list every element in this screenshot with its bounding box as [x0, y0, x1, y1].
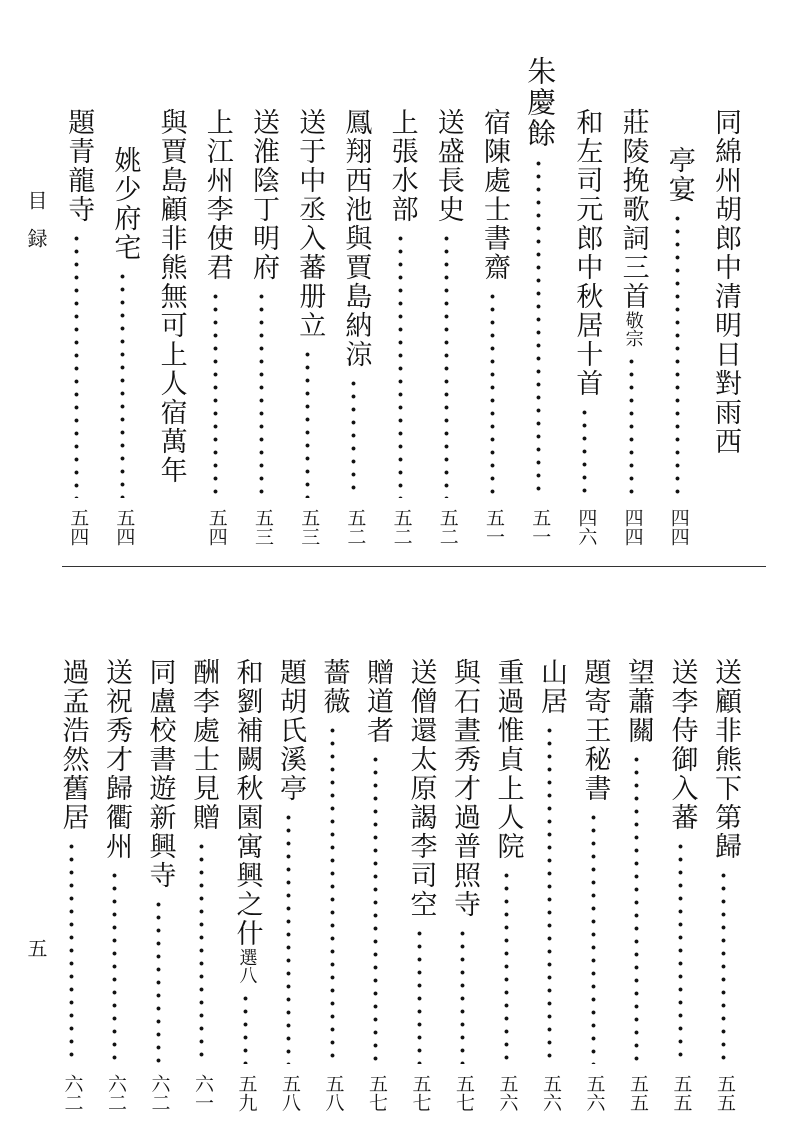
- toc-entry[interactable]: [273, 572, 307, 1129]
- toc-entry-title: 亭宴: [663, 146, 695, 204]
- toc-entry-title: 姚少府宅: [109, 146, 141, 262]
- toc-entry-note: 選八: [236, 948, 258, 984]
- toc-entry[interactable]: [534, 572, 568, 1129]
- toc-entry-title: 送顧非熊下第歸: [710, 658, 741, 861]
- toc-entry-title: 過孟浩然舊居: [57, 658, 89, 832]
- toc-entry-title: 題寄王秘書: [579, 658, 611, 803]
- toc-page-number: 五八: [279, 1074, 301, 1112]
- toc-entry[interactable]: [708, 572, 742, 1129]
- leader-dots: [721, 869, 726, 1064]
- leader-dots: [504, 869, 509, 1064]
- toc-entry[interactable]: [616, 0, 650, 566]
- toc-page-number: 五二: [390, 508, 413, 546]
- leader-dots: [417, 927, 422, 1064]
- toc-page-number: 四四: [621, 508, 644, 546]
- leader-dots: [490, 290, 495, 498]
- toc-page-number: 五四: [205, 508, 228, 546]
- toc-page-number: 五七: [366, 1074, 388, 1112]
- leader-dots: [629, 355, 634, 498]
- leader-dots: [444, 232, 449, 498]
- leader-dots: [156, 898, 161, 1064]
- toc-entry-title: 宿陳處士書齋: [479, 108, 510, 282]
- toc-entry[interactable]: [338, 0, 372, 566]
- toc-page-number: 五一: [483, 508, 505, 546]
- leader-dots: [69, 840, 74, 1064]
- toc-entry-title: 莊陵挽歌詞三首敬宗: [617, 108, 649, 347]
- toc-page-number: 五六: [583, 1074, 606, 1112]
- toc-entry[interactable]: [404, 572, 438, 1129]
- toc-entry-title: 送淮陰丁明府: [248, 108, 279, 282]
- toc-entry-title: 鳳翔西池與賈島納涼: [340, 108, 372, 369]
- toc-page-number: 五八: [322, 1074, 345, 1112]
- toc-entry-title: 重過惟貞上人院: [492, 658, 524, 861]
- toc-entry[interactable]: [99, 572, 133, 1129]
- leader-dots: [120, 270, 125, 498]
- leader-dots: [582, 406, 587, 498]
- toc-page-number: 六二: [148, 1074, 171, 1112]
- leader-dots: [199, 840, 204, 1064]
- toc-entry[interactable]: [523, 0, 557, 566]
- toc-page-number: 五四: [113, 508, 136, 546]
- leader-dots: [259, 290, 264, 498]
- toc-entry-title: 望蕭關: [623, 658, 654, 745]
- toc-page-number: 五五: [714, 1074, 736, 1112]
- toc-entry[interactable]: [708, 0, 742, 566]
- toc-page-number: 六一: [192, 1074, 214, 1112]
- leader-dots: [460, 927, 465, 1064]
- leader-dots: [213, 290, 218, 498]
- leader-dots: [330, 724, 335, 1064]
- toc-entry[interactable]: [154, 0, 188, 566]
- toc-page-number: 五二: [436, 508, 459, 546]
- toc-entry-title: 贈道者: [362, 658, 393, 745]
- toc-entry[interactable]: [665, 572, 699, 1129]
- leader-dots: [351, 377, 356, 498]
- leader-dots: [398, 232, 403, 498]
- toc-entry[interactable]: [621, 572, 655, 1129]
- toc-page-number: 五七: [409, 1074, 432, 1112]
- toc-entry-title: 與賈島顧非熊無可上人宿萬年: [155, 108, 187, 485]
- toc-entry[interactable]: [292, 0, 326, 566]
- toc-page-number: 四四: [667, 508, 690, 546]
- toc-page-number: 五三: [252, 508, 274, 546]
- toc-entry-title: 送于中丞入蕃册立: [294, 108, 326, 340]
- leader-dots: [675, 212, 680, 498]
- toc-entry[interactable]: [56, 572, 90, 1129]
- leader-dots: [305, 348, 310, 498]
- toc-page-number: 六二: [61, 1074, 84, 1112]
- toc-entry[interactable]: [61, 0, 95, 566]
- toc-entry-title: 送盛長史: [432, 108, 464, 224]
- toc-entry[interactable]: [662, 0, 696, 566]
- toc-entry[interactable]: [200, 0, 234, 566]
- toc-entry-title: 朱慶餘: [523, 56, 558, 149]
- toc-entry[interactable]: [230, 572, 264, 1129]
- toc-page-number: 五五: [627, 1074, 649, 1112]
- toc-page-number: 五九: [235, 1074, 258, 1112]
- toc-entry-title: 題胡氏溪亭: [275, 658, 306, 803]
- leader-dots: [286, 811, 291, 1064]
- toc-entry[interactable]: [107, 0, 141, 566]
- leader-dots: [547, 724, 552, 1064]
- margin-label-contents: 目録: [24, 190, 48, 266]
- toc-entry-title: 和左司元郎中秋居十首: [571, 108, 603, 398]
- toc-entry-title: 題青龍寺: [63, 108, 95, 224]
- leader-dots: [373, 753, 378, 1064]
- toc-entry[interactable]: [569, 0, 603, 566]
- toc-entry-title: 薔薇: [318, 658, 350, 716]
- toc-entry[interactable]: [578, 572, 612, 1129]
- leader-dots: [591, 811, 596, 1064]
- contents-lower-half: [0, 572, 800, 1129]
- toc-entry-note: 敬宗: [622, 311, 644, 347]
- toc-page-number: 五二: [344, 508, 367, 546]
- leader-dots: [536, 157, 541, 498]
- toc-entry[interactable]: [431, 0, 465, 566]
- toc-entry-title: 山居: [536, 658, 567, 716]
- toc-page-number: 四六: [575, 508, 598, 546]
- toc-page-number: 五一: [529, 508, 552, 546]
- toc-page-number: 五五: [670, 1074, 693, 1112]
- leader-dots: [112, 869, 117, 1064]
- toc-entry[interactable]: [491, 572, 525, 1129]
- leader-dots: [243, 992, 248, 1064]
- toc-entry-title: 和劉補闕秋園寓興之什選八: [231, 658, 263, 984]
- toc-entry-title: 同盧校書遊新興寺: [144, 658, 176, 890]
- toc-page-number: 六二: [105, 1074, 127, 1112]
- toc-page-number: 五三: [298, 508, 321, 546]
- toc-entry-title: 上江州李使君: [201, 108, 233, 282]
- toc-page-number: 五六: [540, 1074, 562, 1112]
- toc-entry[interactable]: [246, 0, 280, 566]
- margin-page-number: 五: [24, 938, 48, 958]
- toc-entry-title: 送李侍御入蕃: [666, 658, 698, 832]
- toc-entry[interactable]: [186, 572, 220, 1129]
- toc-entry-title: 送僧還太原謁李司空: [405, 658, 437, 919]
- leader-dots: [634, 753, 639, 1064]
- leader-dots: [74, 232, 79, 498]
- toc-entry[interactable]: [477, 0, 511, 566]
- toc-entry-title: 送祝秀才歸衢州: [101, 658, 132, 861]
- toc-entry-title: 酬李處士見贈: [188, 658, 219, 832]
- toc-page-number: 五七: [453, 1074, 475, 1112]
- toc-entry[interactable]: [447, 572, 481, 1129]
- toc-entry[interactable]: [385, 0, 419, 566]
- toc-page-number: 五四: [67, 508, 90, 546]
- toc-page-number: 五六: [496, 1074, 519, 1112]
- leader-dots: [678, 840, 683, 1064]
- toc-entry[interactable]: [143, 572, 177, 1129]
- toc-entry-title: 上張水部: [386, 108, 418, 224]
- divider-line: [62, 566, 766, 567]
- toc-entry[interactable]: [360, 572, 394, 1129]
- toc-entry[interactable]: [317, 572, 351, 1129]
- toc-entry-title: 與石晝秀才過普照寺: [449, 658, 480, 919]
- toc-entry-title: 同綿州胡郎中清明日對雨西: [710, 108, 741, 456]
